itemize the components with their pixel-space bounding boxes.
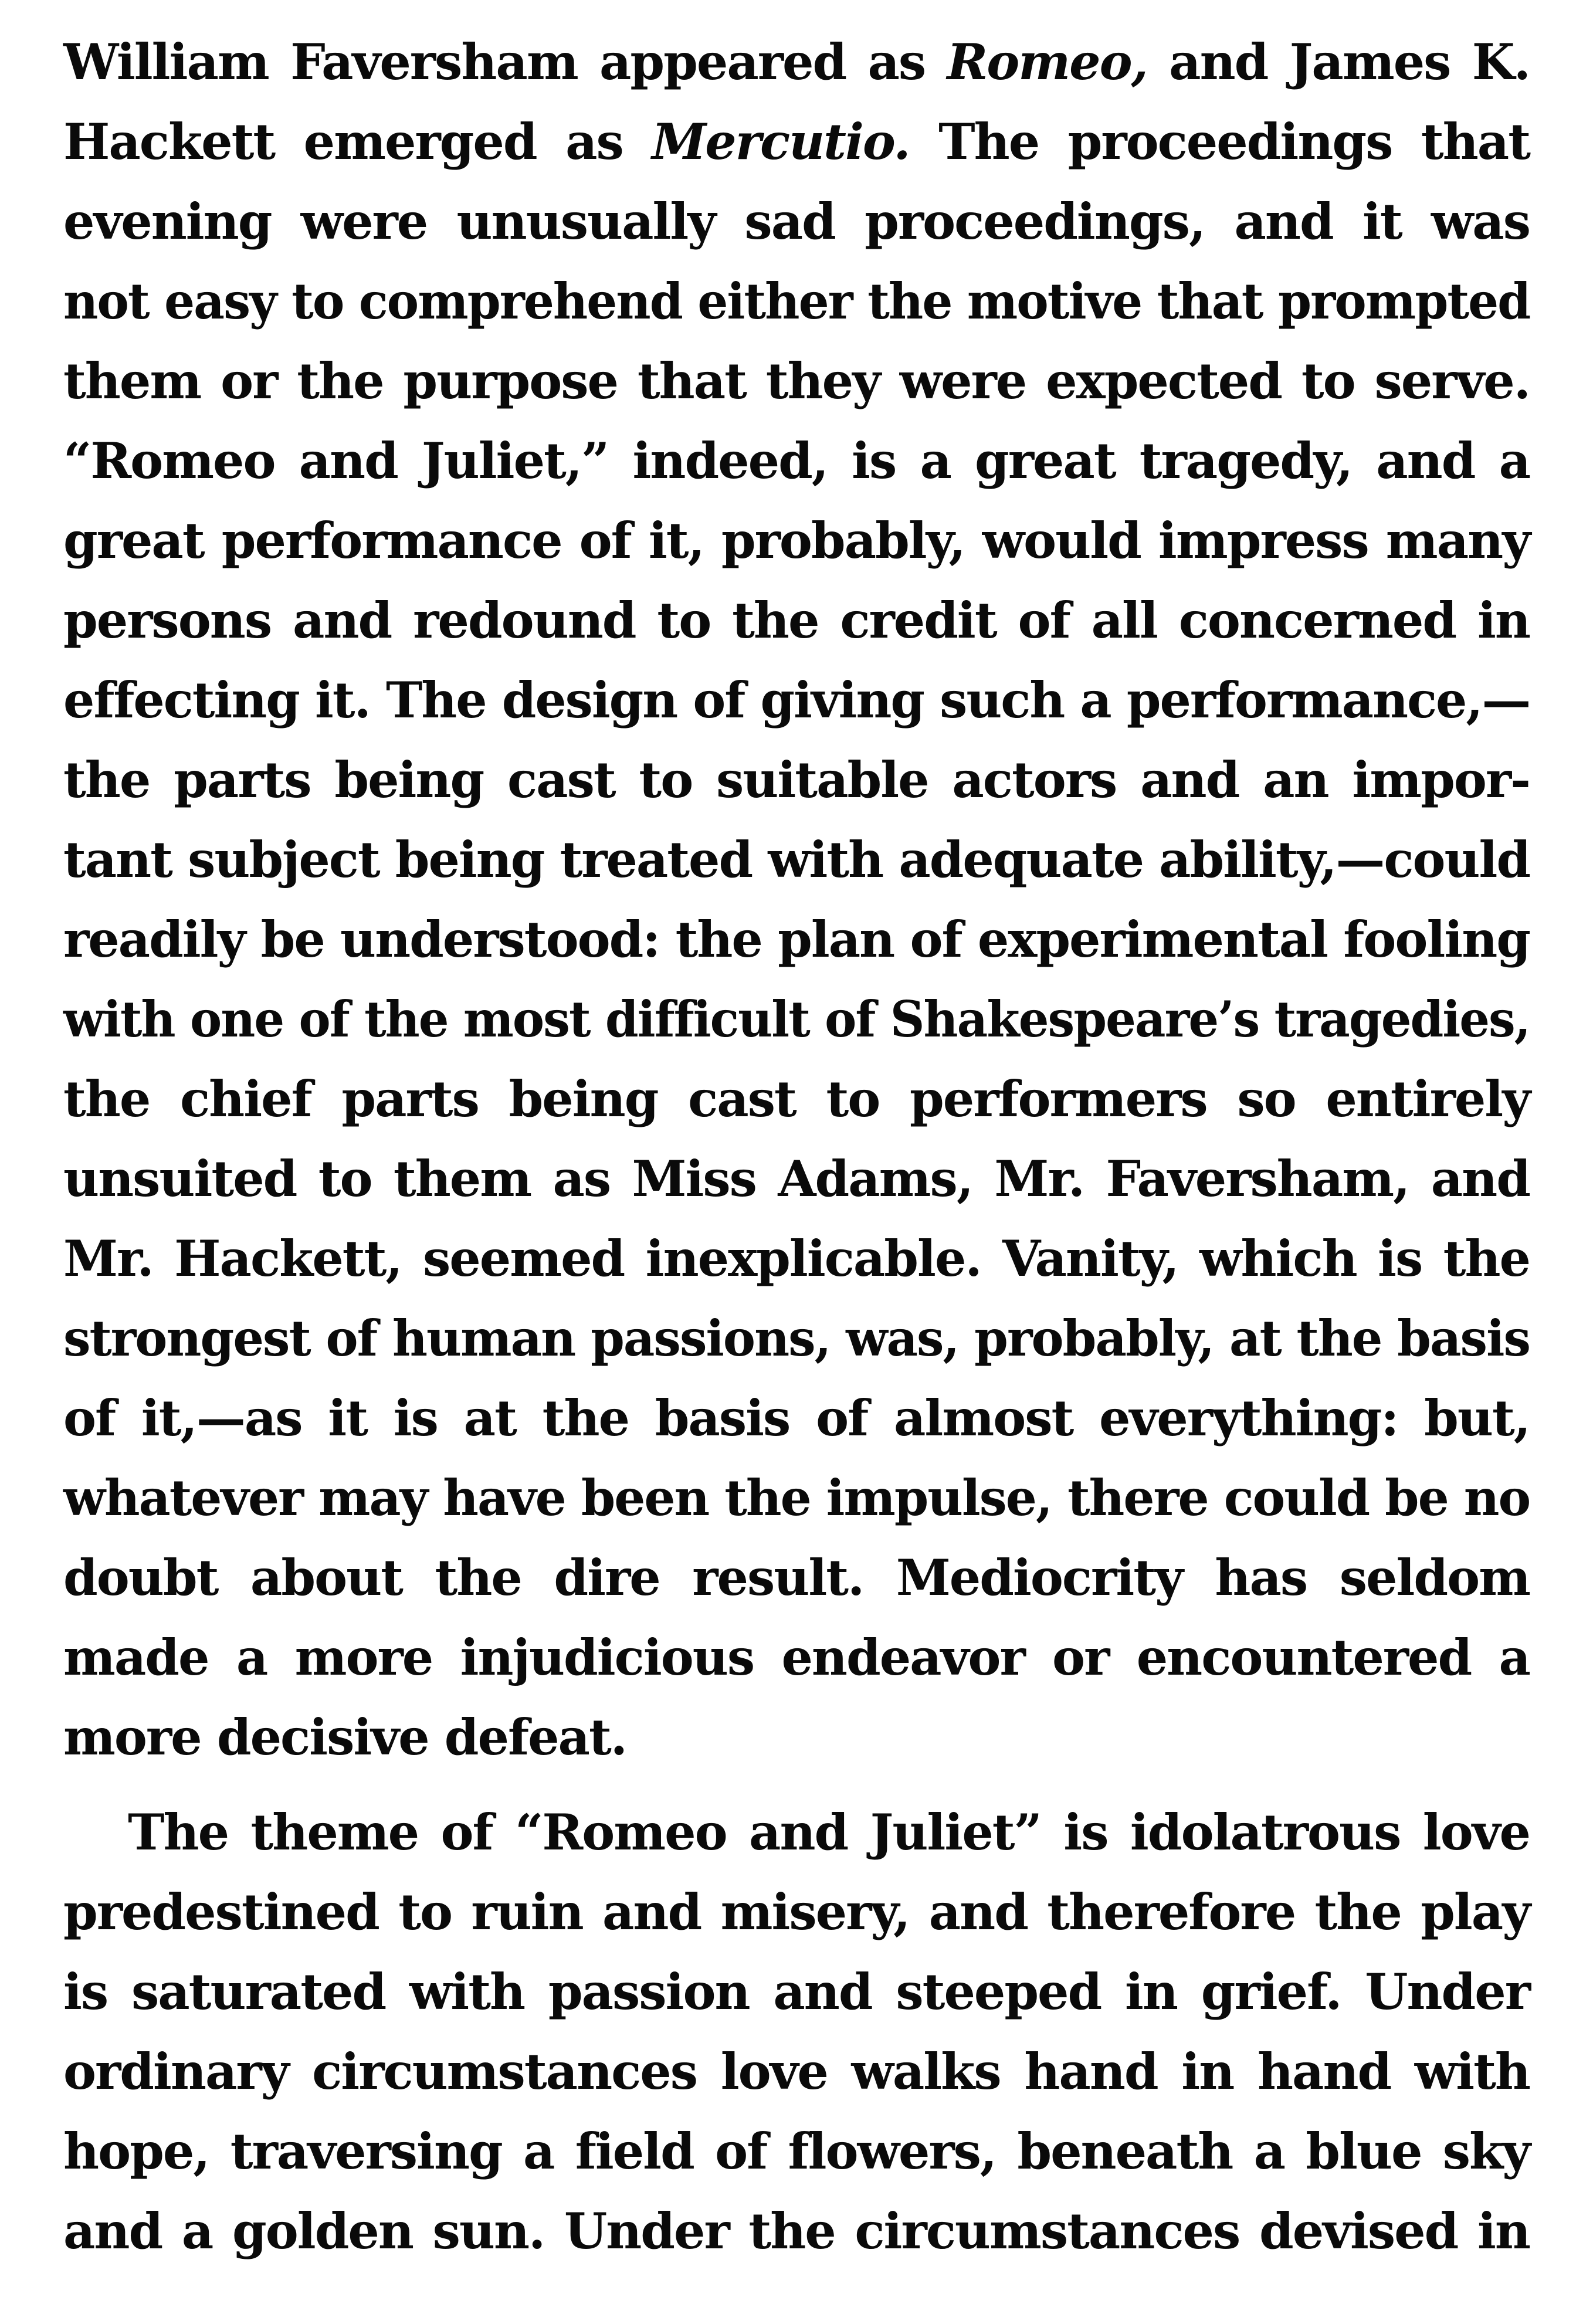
text-run: persons and redound to the credit of all concerned in: [63, 591, 1530, 649]
text-line: [63, 102, 1530, 182]
text-line: [63, 182, 1530, 262]
text-run: evening were unusually sad proceedings, and it was: [63, 192, 1530, 250]
text-run: The proceedings that: [909, 113, 1530, 171]
text-line: [63, 980, 1530, 1059]
text-run: unsuited to them as Miss Adams, Mr. Faversham, and: [63, 1150, 1530, 1208]
text-run: Hackett emerged as: [63, 113, 652, 171]
text-run: more decisive defeat.: [63, 1708, 627, 1766]
text-line: [63, 1618, 1530, 1698]
text-run: whatever may have been the impulse, there could be no: [63, 1469, 1530, 1527]
text-line: [63, 421, 1530, 501]
text-run: not easy to comprehend either the motive that prompted: [63, 272, 1530, 330]
text-line: [63, 1952, 1530, 2032]
text-run: William Faversham appeared as: [63, 33, 947, 91]
text-run: doubt about the dire result. Mediocrity has seldom: [63, 1549, 1530, 1607]
text-run: readily be understood: the plan of experimental fooling: [63, 910, 1530, 968]
text-line: [63, 1139, 1530, 1219]
text-run: strongest of human passions, was, probably, at the basis: [63, 1309, 1530, 1367]
text-line: [63, 820, 1530, 900]
text-line: [63, 501, 1530, 581]
text-run: The theme of “Romeo and Juliet” is idolatrous love: [128, 1803, 1530, 1861]
text-run: hope, traversing a field of flowers, beneath a blue sky: [63, 2122, 1530, 2180]
text-run: ordinary circumstances love walks hand in hand with: [63, 2042, 1530, 2101]
text-run: is saturated with passion and steeped in grief. Under: [63, 1963, 1530, 2021]
text-line: [63, 1458, 1530, 1538]
paragraph-gap: [63, 1777, 1530, 1793]
paragraph-2: [63, 1793, 1530, 2271]
text-run: them or the purpose that they were expected to serve.: [63, 352, 1530, 410]
text-line: [63, 900, 1530, 980]
text-run: with one of the most difficult of Shakespeare’s tragedies,: [63, 990, 1530, 1048]
text-line: [63, 2032, 1530, 2112]
text-run: and a golden sun. Under the circumstances devised in: [63, 2202, 1530, 2260]
text-line: [63, 1219, 1530, 1299]
italic-role-name: Romeo,: [947, 33, 1147, 91]
text-run: tant subject being treated with adequate ability,—could: [63, 831, 1530, 889]
text-line: [63, 1538, 1530, 1618]
text-line: [63, 1872, 1530, 1952]
text-line: [63, 1299, 1530, 1378]
paragraph-1: [63, 22, 1530, 1777]
text-line: [63, 22, 1530, 102]
italic-role-name: Mercutio.: [652, 113, 910, 171]
text-line: [63, 2112, 1530, 2191]
text-run: the chief parts being cast to performers so entirely: [63, 1070, 1530, 1128]
text-line: [63, 1059, 1530, 1139]
text-line: [63, 1378, 1530, 1458]
text-line: [63, 341, 1530, 421]
text-run: Mr. Hackett, seemed inexplicable. Vanity, which is the: [63, 1229, 1530, 1288]
text-line: [63, 1698, 1530, 1777]
text-run: and James K.: [1147, 33, 1530, 91]
text-line: [63, 740, 1530, 820]
text-run: “Romeo and Juliet,” indeed, is a great tragedy, and a: [63, 432, 1530, 490]
text-line: [63, 1793, 1530, 1872]
text-run: effecting it. The design of giving such a performance,—: [63, 671, 1530, 729]
text-run: predestined to ruin and misery, and therefore the play: [63, 1883, 1530, 1941]
book-page: [63, 22, 1530, 2271]
text-run: the parts being cast to suitable actors and an impor-: [63, 751, 1530, 809]
text-run: of it,—as it is at the basis of almost everything: but,: [63, 1389, 1530, 1447]
text-line: [63, 581, 1530, 660]
text-line: [63, 2191, 1530, 2271]
text-run: great performance of it, probably, would impress many: [63, 511, 1530, 570]
text-line: [63, 660, 1530, 740]
text-line: [63, 262, 1530, 341]
text-run: made a more injudicious endeavor or encountered a: [63, 1628, 1530, 1686]
